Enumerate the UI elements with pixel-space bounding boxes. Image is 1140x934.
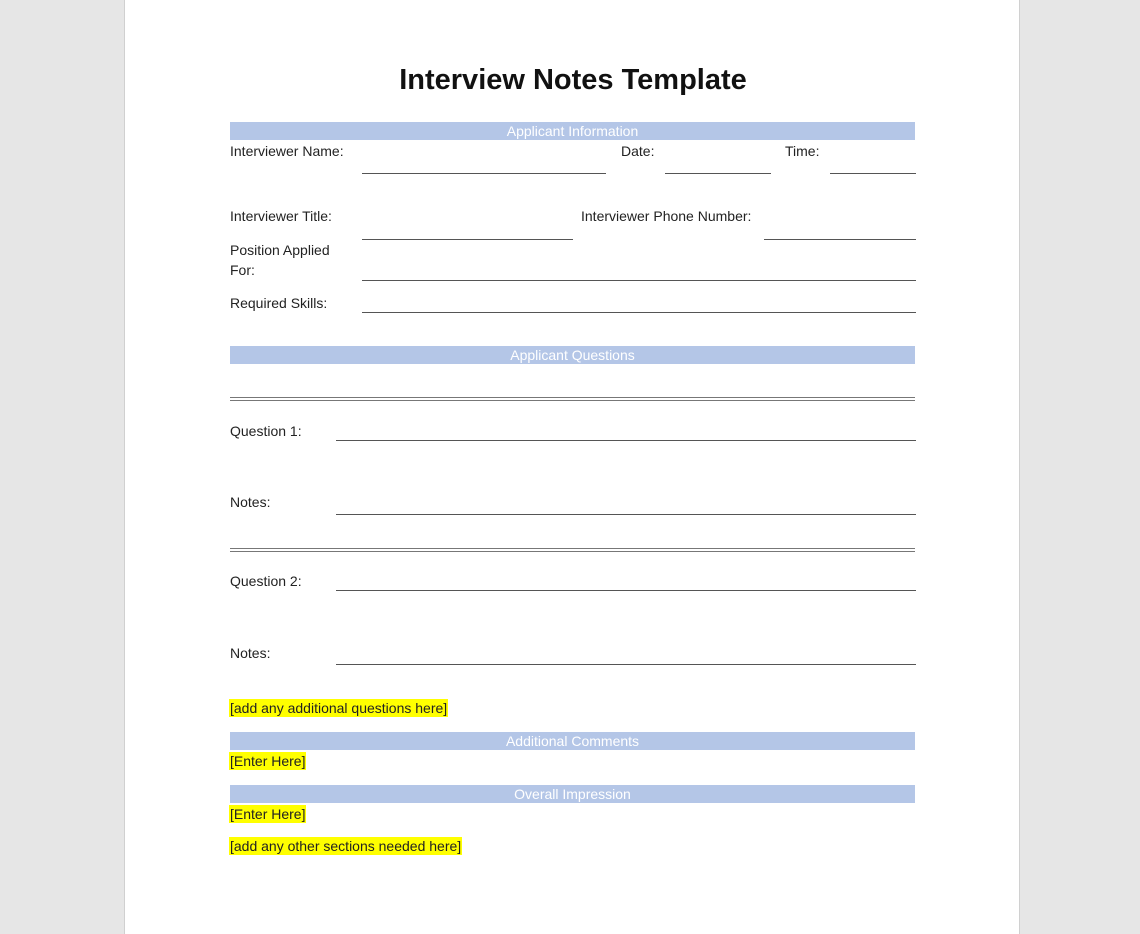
position-applied-label-line2: For: — [230, 262, 255, 278]
date-label: Date: — [621, 143, 655, 159]
time-label: Time: — [785, 143, 820, 159]
section-header-additional-comments: Additional Comments — [230, 732, 915, 750]
additional-questions-placeholder[interactable]: [add any additional questions here] — [230, 700, 448, 716]
required-skills-label: Required Skills: — [230, 295, 328, 311]
section-header-overall-impression: Overall Impression — [230, 785, 915, 803]
notes-2-field[interactable] — [336, 664, 916, 665]
other-sections-placeholder[interactable]: [add any other sections needed here] — [230, 838, 462, 854]
required-skills-field[interactable] — [362, 312, 916, 313]
interviewer-name-label: Interviewer Name: — [230, 143, 344, 159]
section-header-applicant-questions: Applicant Questions — [230, 346, 915, 364]
notes-1-label: Notes: — [230, 494, 271, 510]
question-1-label: Question 1: — [230, 423, 302, 439]
document-page — [124, 0, 1020, 934]
comments-enter-here[interactable]: [Enter Here] — [230, 753, 306, 769]
section-header-applicant-information: Applicant Information — [230, 122, 915, 140]
divider — [230, 548, 915, 552]
interviewer-title-label: Interviewer Title: — [230, 208, 332, 224]
question-2-label: Question 2: — [230, 573, 302, 589]
notes-1-field[interactable] — [336, 514, 916, 515]
position-applied-field[interactable] — [362, 280, 916, 281]
date-field[interactable] — [665, 173, 771, 174]
notes-2-label: Notes: — [230, 645, 271, 661]
interviewer-title-field[interactable] — [362, 239, 573, 240]
document-title: Interview Notes Template — [399, 64, 747, 96]
time-field[interactable] — [830, 173, 916, 174]
interviewer-name-field[interactable] — [362, 173, 606, 174]
divider — [230, 397, 915, 401]
question-2-field[interactable] — [336, 590, 916, 591]
impression-enter-here[interactable]: [Enter Here] — [230, 806, 306, 822]
interviewer-phone-field[interactable] — [764, 239, 916, 240]
question-1-field[interactable] — [336, 440, 916, 441]
position-applied-label-line1: Position Applied — [230, 242, 330, 258]
interviewer-phone-label: Interviewer Phone Number: — [581, 208, 752, 224]
position-applied-label — [230, 240, 330, 280]
